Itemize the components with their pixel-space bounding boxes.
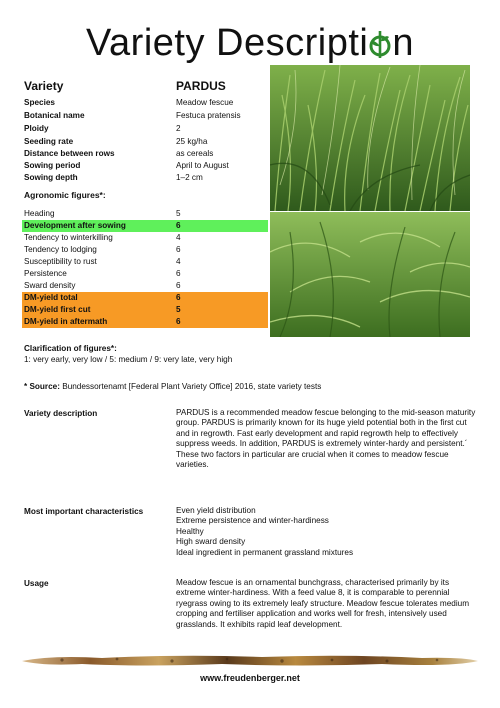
variety-name: PARDUS [176,79,226,93]
usage-text: Meadow fescue is an ornamental bunchgrass, characterised primarily by its extreme winter-hardiness. With a feed value 8, it is comparable to perennial ryegrass owing to its extremely leafy structure. Meadow fescue tolerates medium cropping and fertiliser application and works well for fresh, intensively used grasslands. It exhibits rapid leaf development. [176,578,470,629]
description-label: Variety description [24,409,98,418]
list-item: Extreme persistence and winter-hardiness [176,516,329,526]
list-item: High sward density [176,537,246,547]
usage-label: Usage [24,579,49,588]
grass-photo-bottom [270,212,470,337]
source-note [24,382,321,392]
clarification-text: 1: very early, very low / 5: medium / 9: very late, very high [24,355,233,364]
agronomic-row-highlight: DM-yield total 6 [22,292,268,304]
agronomic-row: Heading 5 [24,209,181,218]
agronomic-row: Susceptibility to rust 4 [24,257,181,266]
agronomic-row: Tendency to lodging 6 [24,245,181,254]
list-item: Even yield distribution [176,506,256,515]
list-item: Ideal ingredient in permanent grassland mixtures [176,547,354,557]
agronomic-row-highlight: Development after sowing 6 [22,220,268,232]
list-item: Healthy [176,526,204,536]
variety-label: Variety [24,79,64,93]
clarification-title: Clarification of figures*: [24,344,117,353]
agronomic-title: Agronomic figures*: [24,190,106,200]
source-label: * Source: [24,382,60,391]
title-text-end: n [392,22,414,64]
agronomic-row: Persistence 6 [24,269,181,278]
agronomic-row: Tendency to winterkilling 4 [24,233,181,242]
source-text: Bundessortenamt [Federal Plant Variety Office] 2016, state variety tests [59,382,322,391]
website-link[interactable]: www.freudenberger.net [200,673,300,683]
characteristics-label: Most important characteristics [24,507,144,516]
agronomic-row-highlight: DM-yield in aftermath 6 [22,316,268,328]
freudenberger-logo-icon [368,26,392,56]
agronomic-row: Sward density 6 [24,281,181,290]
agronomic-row-highlight: DM-yield first cut 5 [22,304,268,316]
page-title [0,22,500,65]
characteristics-list [176,506,476,558]
description-text: PARDUS is a recommended meadow fescue belonging to the mid-season maturity group. PARDUS is primarily known for its huge yield potential both in the first cut and in regrowth. Fast early development and rapid regrowth help to effectively suppress weeds. In addition, PARDUS is extremely winter-hardy and persistent.´ These two factors in particular are crucial when it comes to meadow fescue varieties. [176,408,476,470]
grass-photo-top [270,65,470,211]
title-text: Variety Descripti [86,22,369,64]
seed-band-image [22,652,478,668]
